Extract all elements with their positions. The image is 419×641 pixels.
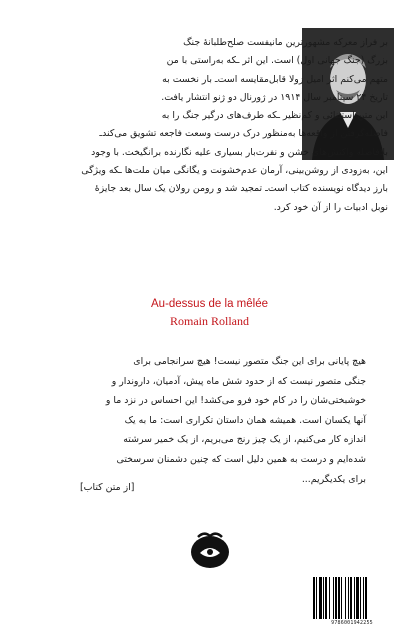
excerpt-line: خوشبختی‌شان را در کام خود فرو می‌کشد! این احساس در نزد ما و xyxy=(105,395,366,407)
barcode-bar xyxy=(348,577,349,619)
barcode-bar xyxy=(341,577,342,619)
barcode-bar xyxy=(356,577,359,619)
excerpt-line: جنگی متصور نیست که از حدود شش ماه پیش، آدمیان، داروندار و xyxy=(111,375,366,387)
barcode-bar xyxy=(360,577,361,619)
barcode-bar xyxy=(313,577,315,619)
barcode-bar xyxy=(335,577,337,619)
excerpt-line: آنها یکسان است. همیشه همان داستان تکراری است: ما به یک xyxy=(124,414,366,426)
barcode-bar xyxy=(316,577,317,619)
excerpt-source: [از متن کتاب] xyxy=(80,482,135,493)
excerpt-line: برای یکدیگریم... xyxy=(301,473,366,485)
intro-line: نوبل ادبیات را از آن خود کرد. xyxy=(273,201,388,213)
barcode-icon xyxy=(310,575,394,621)
excerpt-line: اندازه کار می‌کنیم، از یک چیز رنج می‌بریم، از یک خمیر سرشته xyxy=(123,434,366,446)
barcode-bar xyxy=(350,577,352,619)
excerpt-line: هیچ پایانی برای این جنگ متصور نیست! هیچ سرانجامی برای xyxy=(133,356,366,367)
intro-line: این، به‌زودی از روشن‌بینی، آرمان عدم‌خشونت و یگانگی میان ملت‌ها ـکه ویژگی xyxy=(81,165,388,177)
intro-line: بر فراز معرکه مشهورترین مانیفست صلح‌طلبانهٔ جنگ xyxy=(183,37,388,48)
author-name: Romain Rolland xyxy=(170,314,249,328)
publisher-logo-icon xyxy=(188,531,232,571)
barcode-bar xyxy=(338,577,340,619)
barcode-bar xyxy=(363,577,364,619)
isbn-number: 9786001942255 xyxy=(331,620,373,626)
barcode-bar xyxy=(329,577,330,619)
intro-line: فاصله‌گرفتن از واقعه‌ها به‌منظور درک درست وسعت فاجعه تشویق می‌کند‌ـ xyxy=(99,128,388,140)
intro-line: بزرگ (جنگ جهانی اول) است. این اثر ـکه به‌راستی با من xyxy=(166,55,388,67)
intro-line: بلافاصله واکنش‌های خشن و نفرت‌بار بسیاری علیه نگارنده برانگیخت. با وجود xyxy=(91,146,388,158)
barcode-bar xyxy=(323,577,324,619)
intro-paragraph xyxy=(28,34,388,217)
intro-line: بارز دیدگاه نویسنده کتاب است‌ـ تمجید شد و رومن رولان یک سال بعد جایزهٔ xyxy=(94,183,388,195)
book-excerpt xyxy=(56,352,366,489)
barcode-bar xyxy=(333,577,334,619)
excerpt-line: شده‌ایم و درست به همین دلیل است که چنین دشمنان سرسختی xyxy=(116,453,366,465)
barcode-bar xyxy=(365,577,367,619)
barcode-bar xyxy=(325,577,327,619)
intro-line: متهم می‌کنم اثر امیل زولا قابل‌مقایسه است‌ـ بار نخست به xyxy=(162,73,388,85)
intro-line: تاریخ ۲۴ سپتامبر سال ۱۹۱۴ در ژورنال دو ژنو انتشار یافت. xyxy=(161,91,388,103)
french-book-title: Au-dessus de la mêlée xyxy=(151,298,268,310)
barcode-bar xyxy=(345,577,346,619)
intro-line: این متن استثنائی و کم‌نظیر ـکه طرف‌های درگیر جنگ را به xyxy=(161,110,388,122)
barcode-bar xyxy=(354,577,355,619)
barcode-bar xyxy=(319,577,322,619)
